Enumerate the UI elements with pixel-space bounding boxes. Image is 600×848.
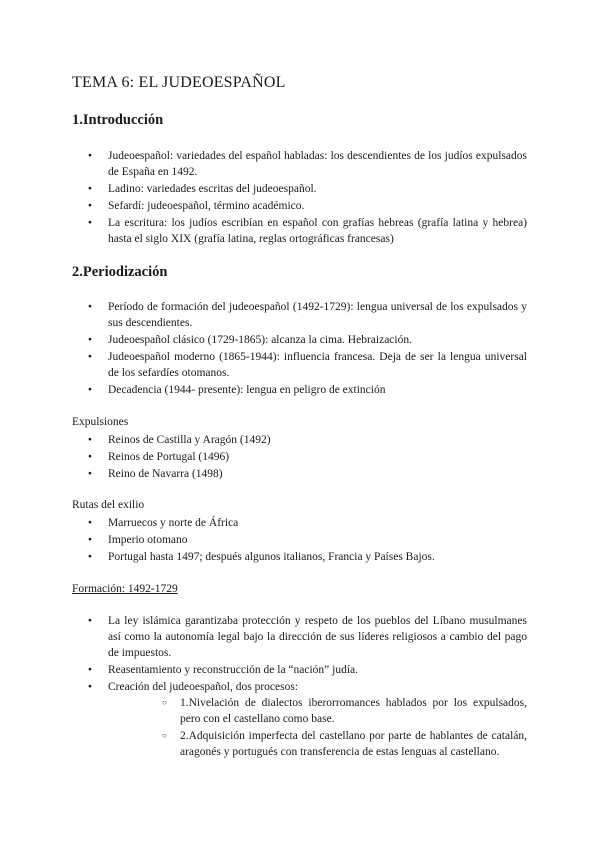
periodizacion-list: [72, 299, 527, 399]
sub-list-item: ○ 2.Adquisición imperfecta del castellano por parte de hablantes de catalán, aragonés y portugués con transferencia de estas lenguas al castellano.: [144, 728, 527, 760]
list-item: ● Reinos de Portugal (1496): [72, 449, 527, 465]
page-title: TEMA 6: EL JUDEOESPAÑOL: [72, 74, 286, 91]
list-item: ● Judeoespañol clásico (1729-1865): alcanza la cima. Hebraización.: [72, 332, 527, 348]
sub-list-item: ○ 1.Nivelación de dialectos iberorromances hablados por los expulsados, pero con el castellano como base.: [144, 695, 527, 727]
list-item: ● Judeoespañol: variedades del español habladas: los descendientes de los judíos expulsados de España en 1492.: [72, 148, 527, 180]
list-item: ● Reino de Navarra (1498): [72, 466, 527, 482]
list-item: ● Sefardí: judeoespañol, término académico.: [72, 198, 527, 214]
list-item: ● Decadencia (1944- presente): lengua en peligro de extinción: [72, 382, 527, 398]
section-heading-introduccion: 1.Introducción: [72, 112, 164, 128]
formacion-sublist: [108, 695, 527, 760]
rutas-list: [72, 515, 527, 566]
list-item: ● Período de formación del judeoespañol (1492-1729): lengua universal de los expulsados y sus descendientes.: [72, 299, 527, 331]
expulsiones-label: Expulsiones: [72, 416, 129, 428]
formacion-list: [72, 613, 527, 761]
list-item: ● La escritura: los judíos escribían en español con grafías hebreas (grafía latina y hebrea) hasta el siglo XIX (grafía latina, reglas ortográficas francesas): [72, 215, 527, 247]
introduccion-list: [72, 148, 527, 248]
list-item: ● Judeoespañol moderno (1865-1944): influencia francesa. Deja de ser la lengua universal de los sefardíes otomanos.: [72, 349, 527, 381]
list-item: [72, 679, 527, 760]
list-item: ● Reinos de Castilla y Aragón (1492): [72, 432, 527, 448]
section-heading-periodizacion: 2.Periodización: [72, 264, 168, 280]
list-item: ● Portugal hasta 1497; después algunos italianos, Francia y Países Bajos.: [72, 549, 527, 565]
list-item: ● La ley islámica garantizaba protección y respeto de los pueblos del Líbano musulmanes así como la autonomía legal bajo la dirección de sus líderes religiosos a cambio del pago de impuestos.: [72, 613, 527, 661]
list-item: ● Reasentamiento y reconstrucción de la “nación” judía.: [72, 662, 527, 678]
list-item: ● Marruecos y norte de África: [72, 515, 527, 531]
rutas-label: Rutas del exilio: [72, 499, 145, 511]
expulsiones-list: [72, 432, 527, 483]
list-item-text: Creación del judeoespañol, dos procesos:: [108, 681, 299, 693]
list-item: ● Imperio otomano: [72, 532, 527, 548]
list-item: ● Ladino: variedades escritas del judeoespañol.: [72, 181, 527, 197]
formacion-label: Formación: 1492-1729: [72, 583, 178, 595]
